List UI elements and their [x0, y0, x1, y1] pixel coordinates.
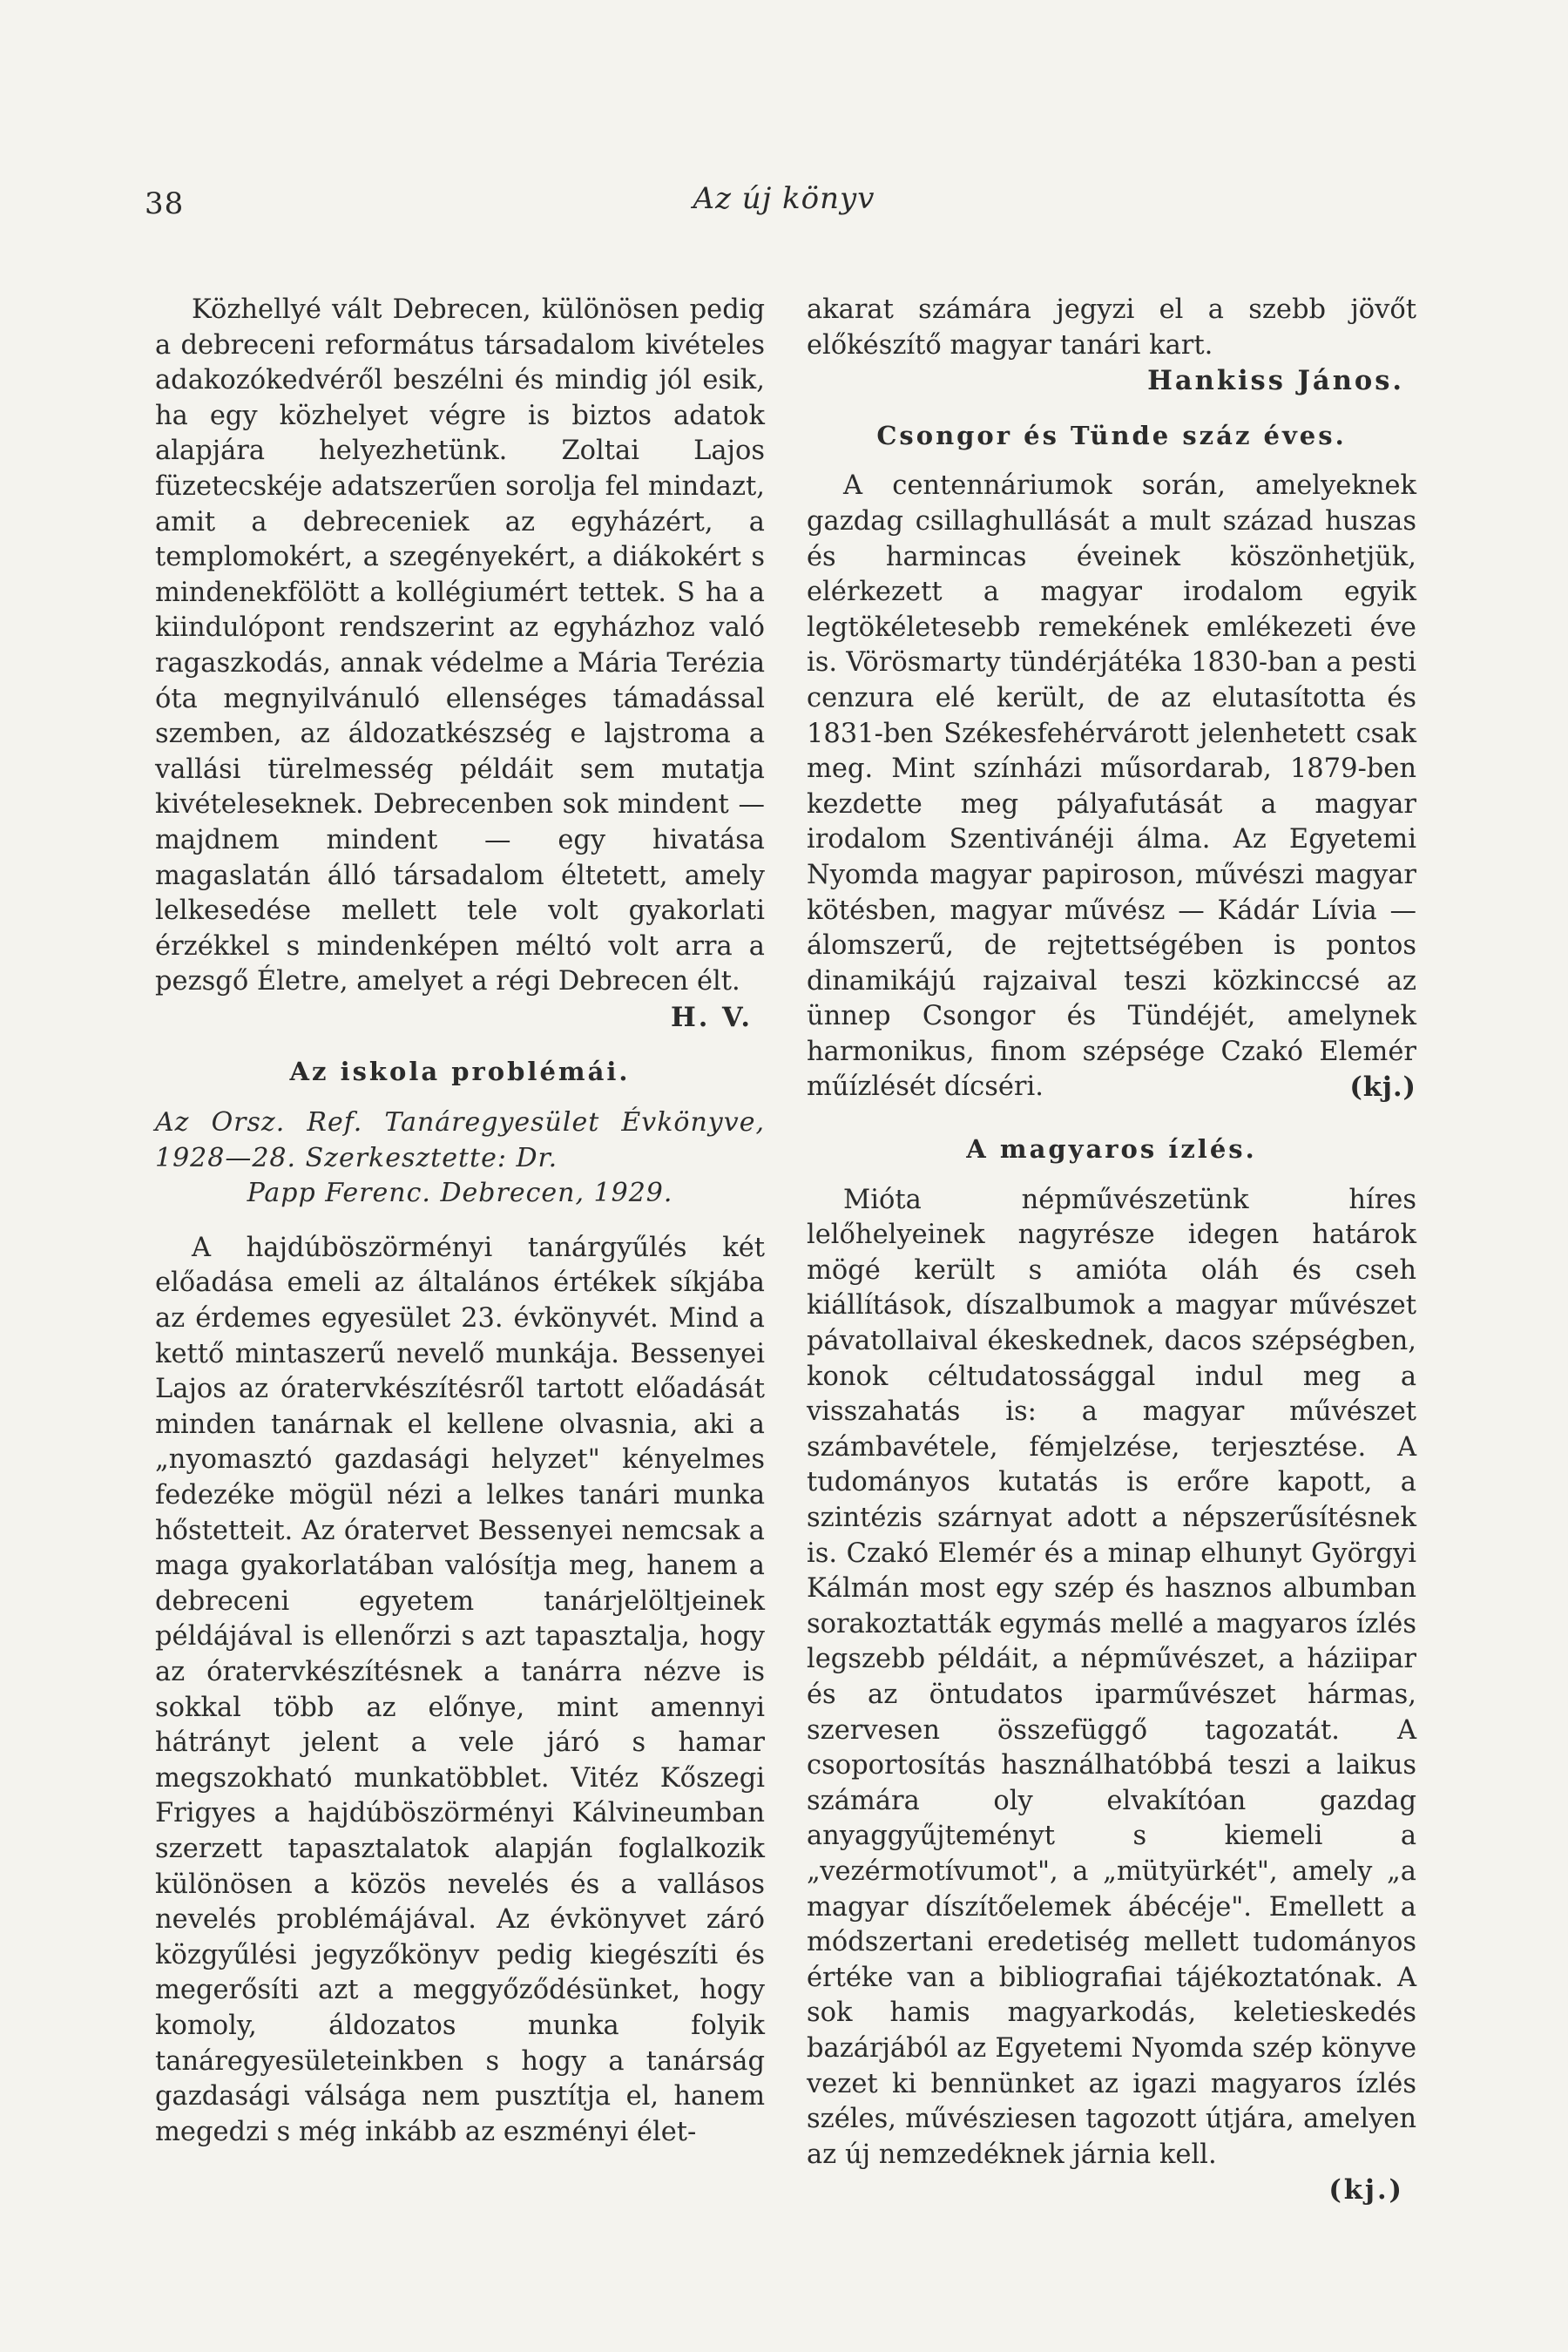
review-magyaros-heading: A magyaros ízlés.: [966, 1134, 1257, 1165]
review-iskola-continuation: akarat számára jegyzi el a szebb jövőt előkészítő magyar tanári kart.: [807, 294, 1416, 361]
review-magyaros-text: Mióta népművészetünk híres lelőhelyeinek nagyrésze idegen határok mögé került s amióta oláh és cseh kiállítások, díszalbumok a magyar művészet pávatollaival ékeskednek, dacos szépségben, konok céltudatossággal indul meg a visszahatás is: a magyar művészet számbavétele, fémjelzése, terjesztése. A tudományos kutatás is erőre kapott, a szintézis szárnyat adott a népszerűsítésnek is. Czakó Elemér és a minap elhunyt Györgyi Kálmán most egy szép és hasznos albumban sorakoztatták egymás mellé a magyaros ízlés legszebb példáit, a népművészet, a háziipar és az öntudatos iparművészet hármas, szervesen összefüggő tagozatát. A csoportosítás használhatóbbá teszi a laikus számára oly elvakítóan gazdag anyaggyűjteményt s kiemeli a „vezérmotívumot", a „mütyürkét", amely „a magyar díszítőelemek ábécéje". Emellett a módszertani eredetiség mellett tudományos értéke van a bibliografiai tájékoztatónak. A sok hamis magyarkodás, keletieskedés bazárjából az Egyetemi Nyomda szép könyve vezet ki bennünket az igazi magyaros ízlés széles, művésziesen tagozott útjára, amelyen az új nemzedéknek járnia kell.: [807, 1184, 1416, 2170]
review-iskola-signature: Hankiss János.: [1147, 365, 1404, 397]
review-iskola-text: A hajdúböszörményi tanárgyűlés két előadása emeli az általános értékek síkjába az érdemes egyesület 23. évkönyvét. Mind a kettő mintaszerű nevelő munkája. Bessenyei Lajos az óratervkészítésről tartott előadását minden tanárnak el kellene olvasnia, aki a „nyomasztó gazdasági helyzet" kényelmes fedezéke mögül nézi a lelkes tanári munka hőstetteit. Az óratervet Bessenyei nemcsak a maga gyakorlatában valósítja meg, hanem a debreceni egyetem tanárjelöltjeinek példájával is ellenőrzi s azt tapasztalja, hogy az óratervkészítésnek a tanárra nézve is sokkal több az előnye, mint amennyi hátrányt jelent a vele járó s hamar megszokható munkatöbblet. Vitéz Kőszegi Frigyes a hajdúböszörményi Kálvineumban szerzett tapasztalatok alapján foglalkozik különösen a közös nevelés és a vallásos nevelés problémájával. Az évkönyvet záró közgyűlési jegyzőkönyv pedig kiegészíti és megerősíti azt a meggyőződésünket, hogy komoly, áldozatos munka folyik tanáregyesületeinkben s hogy a tanárság gazdasági válsága nem pusztítja el, hanem megedzi s még inkább az eszményi élet-: [155, 1232, 765, 2147]
page-number: 38: [145, 186, 185, 221]
review-zoltai-signature: H. V.: [670, 1001, 753, 1033]
review-csongor-body: A centennáriumok során, amelyeknek gazdag csillaghullását a mult század huszas és harmincas éveinek köszönhetjük, elérkezett a magyar irodalom egyik legtökéletesebb remekének emlékezeti éve is. Vörösmarty tündérjátéka 1830-ban a pesti cenzura elé került, de az elutasította és 1831-ben Székesfehérvárott jelenhetett csak meg. Mint színházi műsordarab, 1879-ben kezdette meg pályafutását a magyar irodalom Szentivánéji álma. Az Egyetemi Nyomda magyar papiroson, művészi magyar kötésben, magyar művész — Kádár Lívia — álomszerű, de rejtettségében is pontos dinamikájú rajzaival teszi közkinccsé az ünnep Csongor és Tündéjét, amelynek harmonikus, finom szépsége Czakó Elemér műízlését dícséri.: [807, 470, 1416, 1103]
right-column: [807, 293, 1416, 2208]
citation-line-1: Az Orsz. Ref. Tanáregyesület Évkönyve, 1928—28. Szerkesztette: Dr.: [155, 1107, 765, 1173]
review-csongor-signature: (kj.): [1349, 1071, 1416, 1104]
review-iskola-heading: Az iskola problémái.: [289, 1057, 631, 1087]
running-title: Az új könyv: [693, 181, 875, 216]
review-csongor-text: [807, 469, 1416, 1105]
citation-line-2: Papp Ferenc. Debrecen, 1929.: [247, 1178, 673, 1209]
review-zoltai-text: Közhellyé vált Debrecen, különösen pedig a debreceni református társadalom kivételes adakozókedvéről beszélni és mindig jól esik, ha egy közhelyet végre is biztos adatok alapjára helyezhetünk. Zoltai Lajos füzetecskéje adatszerűen sorolja fel mindazt, amit a debreceniek az egyházért, a templomokért, a szegényekért, a diákokért s mindenekfölött a kollégiumért tettek. S ha a kiindulópont rendszerint az egyházhoz való ragaszkodás, annak védelme a Mária Terézia óta megnyilvánuló ellenséges támadással szemben, az áldozatkészség e lajstroma a vallási türelmesség példáit sem mutatja kivételeseknek. Debrecenben sok mindent — majdnem mindent — egy hivatása magaslatán álló társadalom éltetett, amely lelkesedése mellett tele volt gyakorlati érzékkel s mindenképen méltó volt arra a pezsgő Életre, amelyet a régi Debrecen élt.: [155, 294, 765, 997]
review-magyaros-signature: (kj.): [1328, 2174, 1404, 2207]
review-csongor-heading: Csongor és Tünde száz éves.: [876, 420, 1347, 450]
left-column: [155, 293, 765, 2150]
review-iskola-citation: [155, 1105, 765, 1212]
